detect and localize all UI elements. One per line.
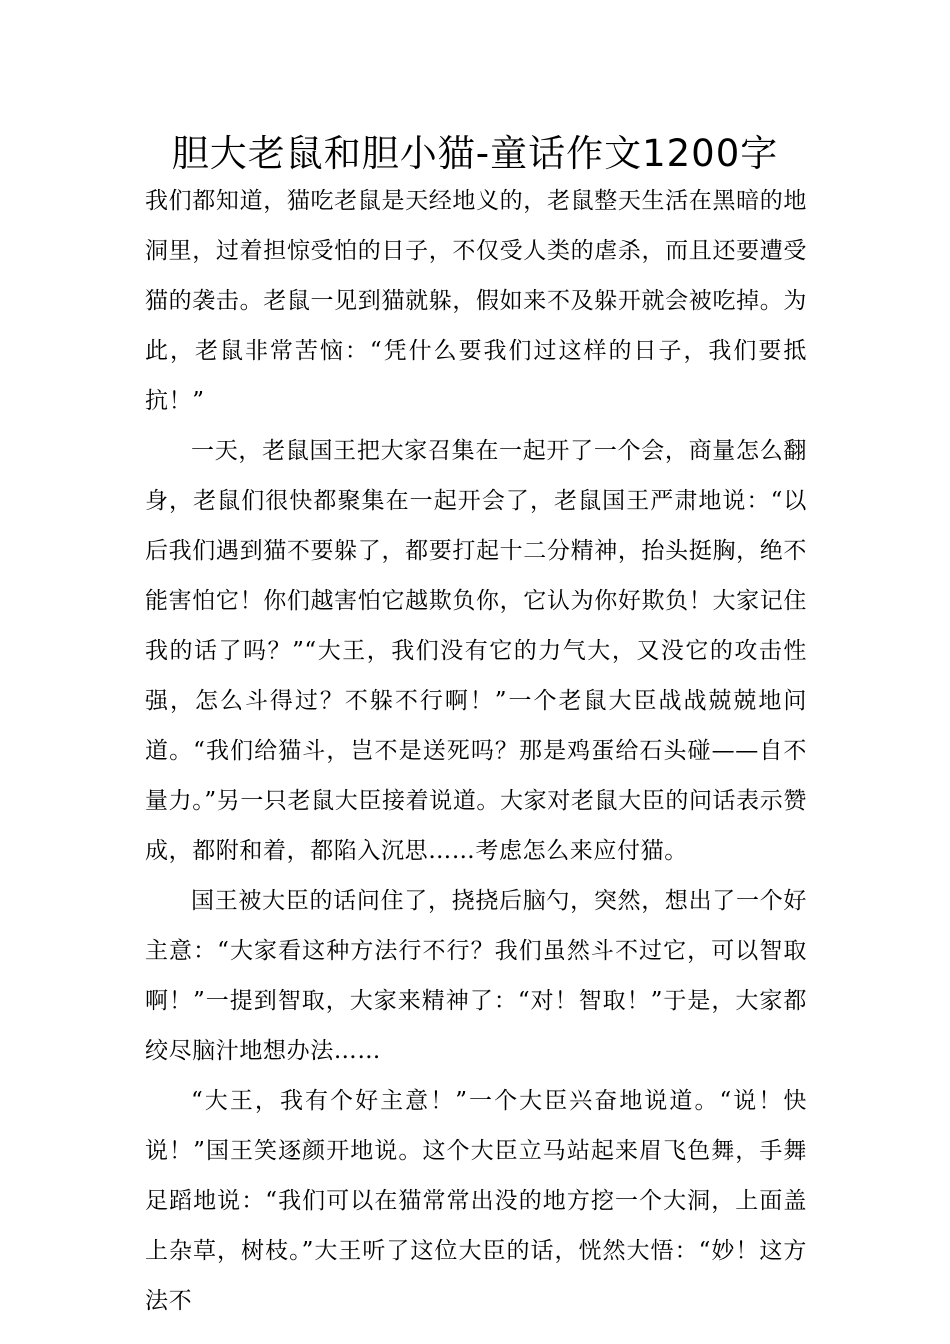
paragraph-2: 一天，老鼠国王把大家召集在一起开了一个会，商量怎么翻身，老鼠们很快都聚集在一起开会了，老鼠国王严肃地说：“以后我们遇到猫不要躲了，都要打起十二分精神，抬头挺胸，绝不能害怕它！你们越害怕它越欺负你，它认为你好欺负！大家记住我的话了吗？”“大王，我们没有它的力气大，又没它的攻击性强，怎么斗得过？不躲不行啊！”一个老鼠大臣战战兢兢地问道。“我们给猫斗，岂不是送死吗？那是鸡蛋给石头碰——自不量力。”另一只老鼠大臣接着说道。大家对老鼠大臣的问话表示赞成，都附和着，都陷入沉思……考虑怎么来应付猫。 <box>145 438 807 864</box>
paragraph-3: 国王被大臣的话问住了，挠挠后脑勺，突然，想出了一个好主意：“大家看这种方法行不行？我们虽然斗不过它，可以智取啊！”一提到智取，大家来精神了：“对！智取！”于是，大家都绞尽脑汁地想办法…… <box>145 888 807 1064</box>
paragraph-4: “大王，我有个好主意！”一个大臣兴奋地说道。“说！快说！”国王笑逐颜开地说。这个大臣立马站起来眉飞色舞，手舞足蹈地说：“我们可以在猫常常出没的地方挖一个大洞，上面盖上杂草，树枝。”大王听了这位大臣的话，恍然大悟：“妙！这方法不 <box>145 1088 807 1314</box>
paragraph-1: 我们都知道，猫吃老鼠是天经地义的，老鼠整天生活在黑暗的地洞里，过着担惊受怕的日子，不仅受人类的虐杀，而且还要遭受猫的袭击。老鼠一见到猫就躲，假如来不及躲开就会被吃掉。为此，老鼠非常苦恼：“凭什么要我们过这样的日子，我们要抵抗！” <box>145 188 807 414</box>
document-body <box>145 176 807 1326</box>
document-title: 胆大老鼠和胆小猫-童话作文1200字 <box>171 132 779 175</box>
